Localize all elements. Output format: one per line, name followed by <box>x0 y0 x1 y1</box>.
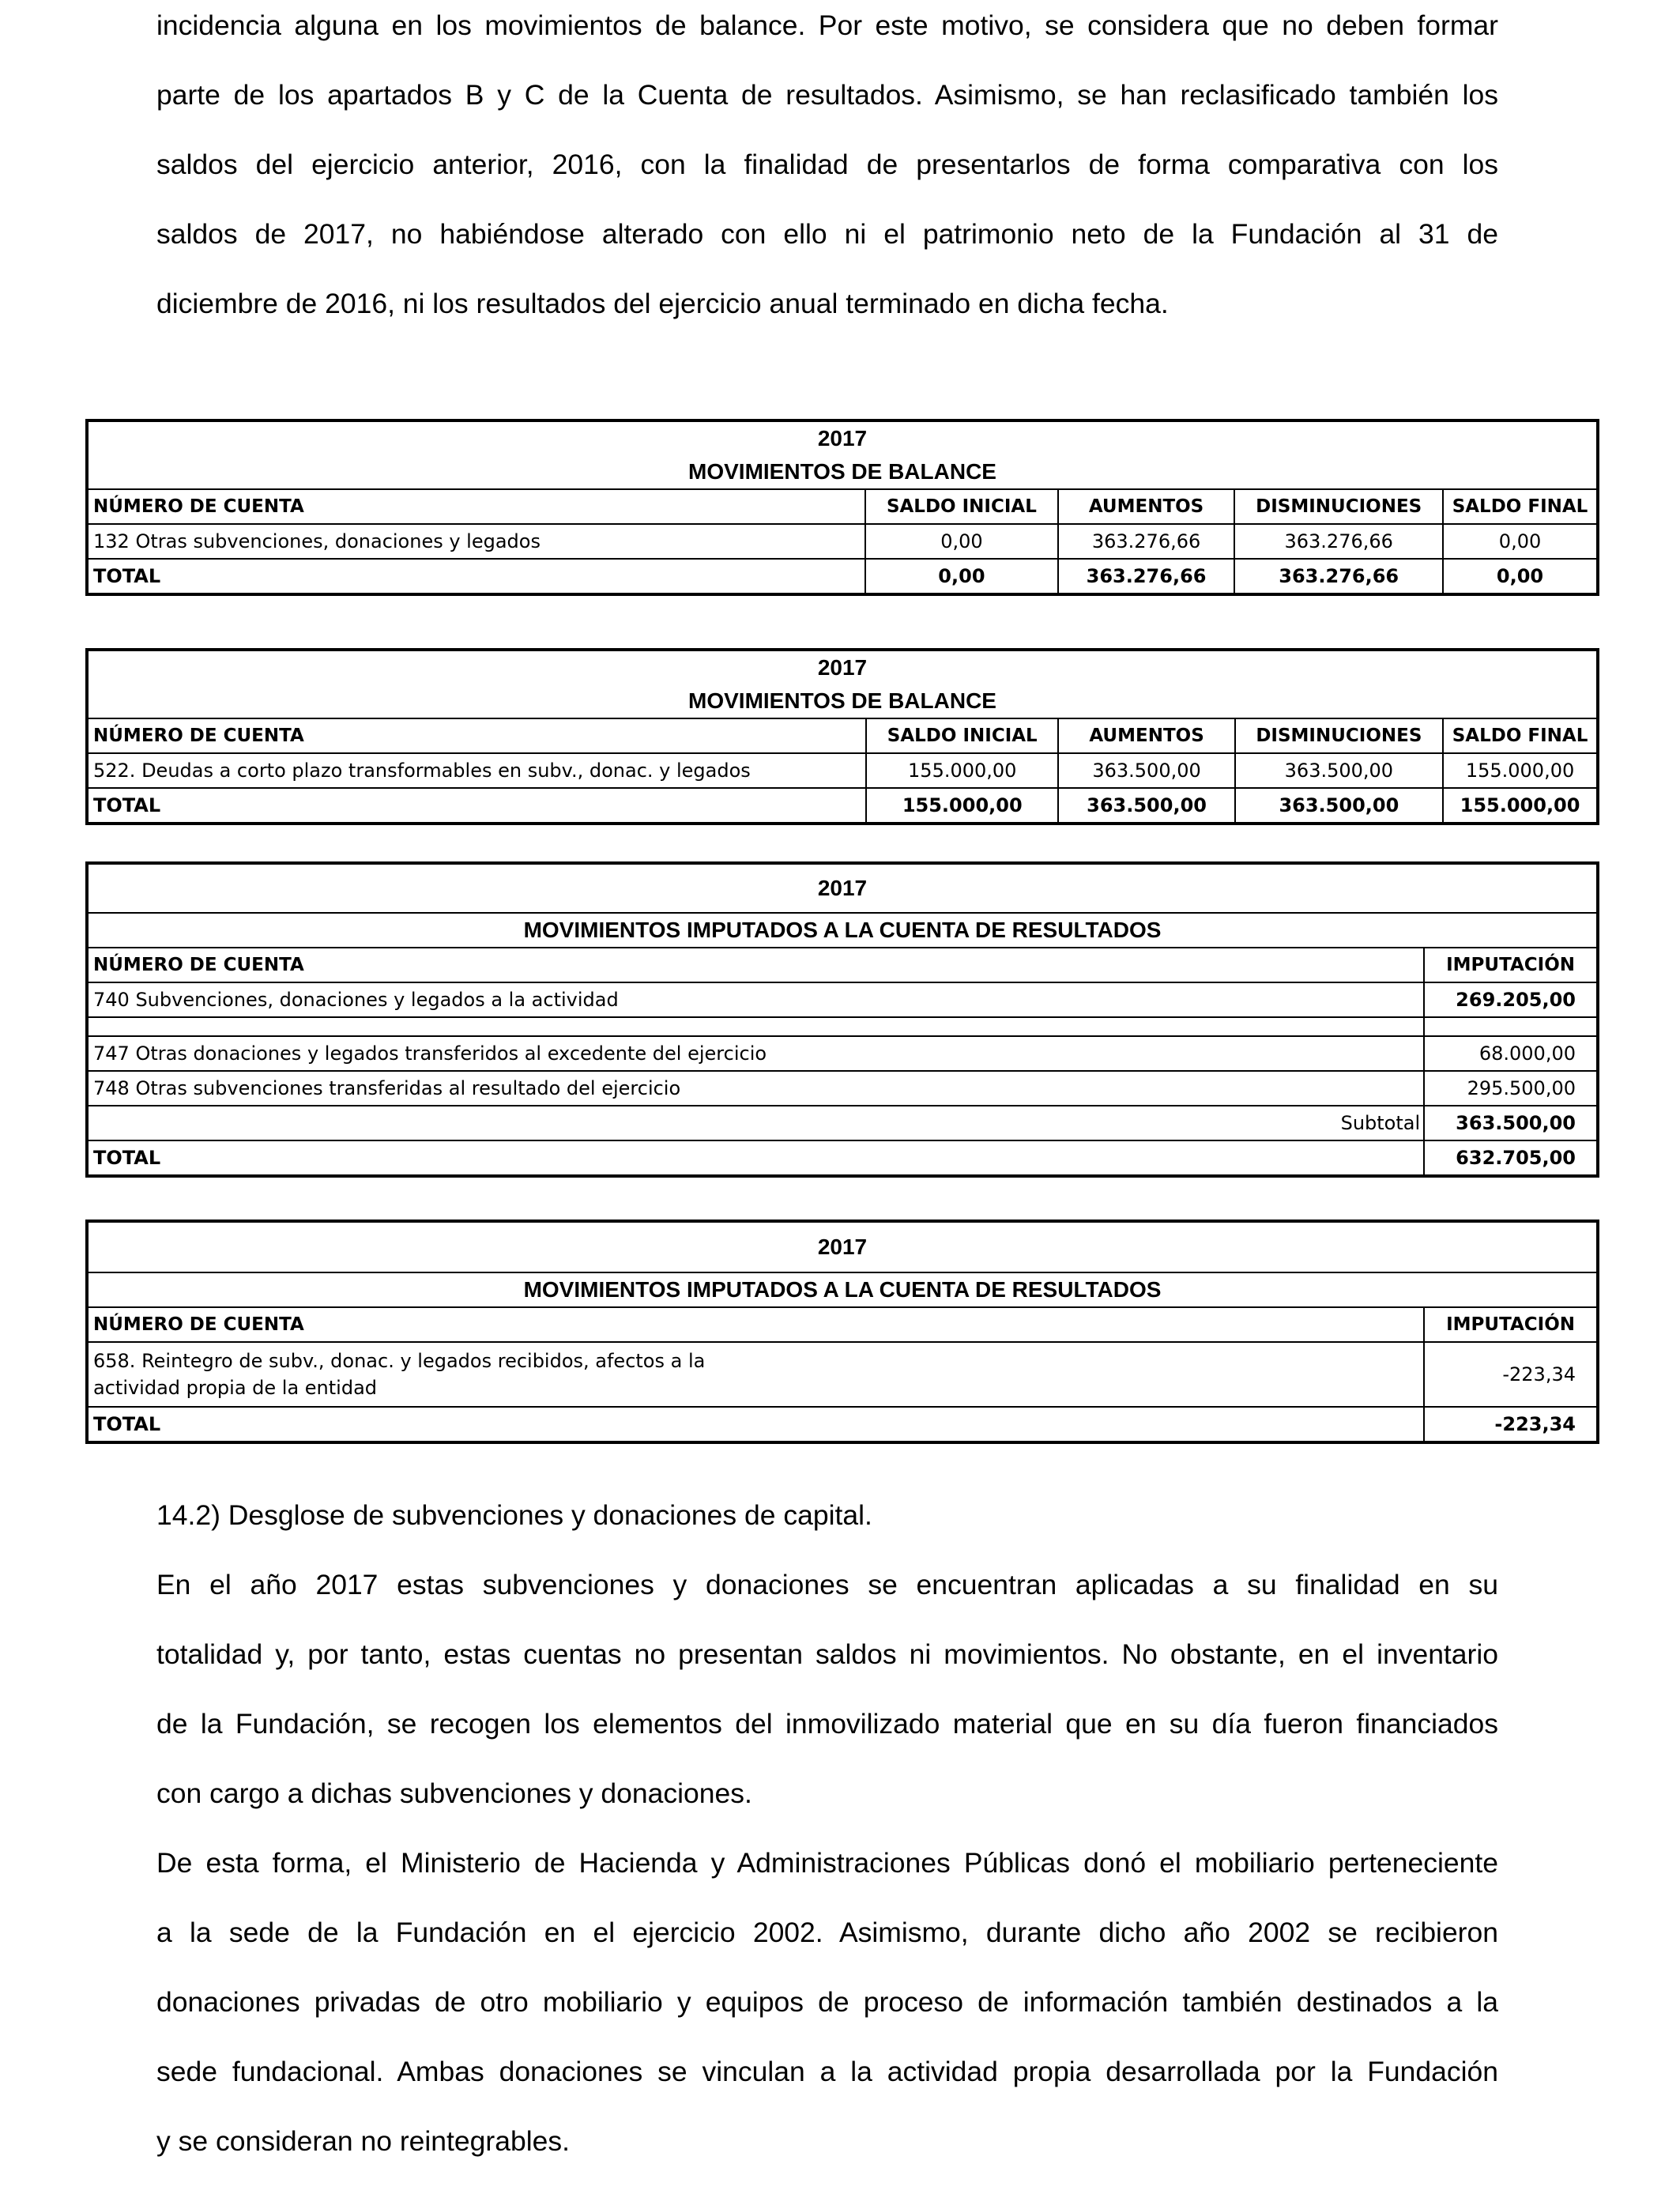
text-line: sede fundacional. Ambas donaciones se vinculan a la actividad propia desarrollada por la Fundación <box>156 2056 1498 2087</box>
text-line: En el año 2017 estas subvenciones y donaciones se encuentran aplicadas a su finalidad en su <box>156 1569 1498 1600</box>
table-row <box>87 524 1598 559</box>
cell-value: 155.000,00 <box>1443 753 1598 788</box>
column-header: NÚMERO DE CUENTA <box>87 489 865 524</box>
table-year: 2017 <box>87 1221 1598 1272</box>
cell-value: 363.276,66 <box>1234 524 1443 559</box>
total-row <box>87 788 1598 824</box>
total-value: 155.000,00 <box>1443 788 1598 824</box>
column-header: DISMINUCIONES <box>1234 489 1443 524</box>
table-row <box>87 1036 1598 1071</box>
column-header: IMPUTACIÓN <box>1424 1307 1598 1342</box>
cell-value: -223,34 <box>1424 1342 1598 1407</box>
account-name: 522. Deudas a corto plazo transformables en subv., donac. y legados <box>87 753 866 788</box>
total-value: 155.000,00 <box>866 788 1058 824</box>
column-header: IMPUTACIÓN <box>1424 948 1598 982</box>
column-header: DISMINUCIONES <box>1235 718 1443 753</box>
total-value: 632.705,00 <box>1424 1140 1598 1176</box>
account-name: 740 Subvenciones, donaciones y legados a la actividad <box>87 982 1424 1017</box>
table-row <box>87 1071 1598 1106</box>
results-imputations-table <box>85 861 1599 1178</box>
subtotal-row <box>87 1106 1598 1140</box>
table-subtitle: MOVIMIENTOS DE BALANCE <box>87 684 1598 718</box>
spacer-row <box>87 1017 1598 1036</box>
table-year: 2017 <box>87 420 1598 455</box>
total-value: 363.276,66 <box>1058 559 1235 594</box>
refund-imputations-table <box>85 1220 1599 1444</box>
total-row <box>87 559 1598 594</box>
table-subtitle: MOVIMIENTOS IMPUTADOS A LA CUENTA DE RESULTADOS <box>87 1272 1598 1307</box>
account-name: 132 Otras subvenciones, donaciones y legados <box>87 524 865 559</box>
column-header: NÚMERO DE CUENTA <box>87 1307 1424 1342</box>
text-line: a la sede de la Fundación en el ejercicio 2002. Asimismo, durante dicho año 2002 se recibieron <box>156 1917 1498 1948</box>
total-value: 363.500,00 <box>1235 788 1443 824</box>
column-header: SALDO FINAL <box>1443 489 1598 524</box>
cell-value: 68.000,00 <box>1424 1036 1598 1071</box>
text-line: totalidad y, por tanto, estas cuentas no presentan saldos ni movimientos. No obstante, en el inventario <box>156 1638 1498 1670</box>
total-label: TOTAL <box>87 1407 1424 1442</box>
total-value: 0,00 <box>865 559 1058 594</box>
text-line: con cargo a dichas subvenciones y donaciones. <box>156 1777 752 1809</box>
total-value: 363.500,00 <box>1058 788 1234 824</box>
account-name: 747 Otras donaciones y legados transferidos al excedente del ejercicio <box>87 1036 1424 1071</box>
column-header: NÚMERO DE CUENTA <box>87 718 866 753</box>
account-name <box>87 1342 1424 1407</box>
cell-value: 363.276,66 <box>1058 524 1235 559</box>
account-name-line: 658. Reintegro de subv., donac. y legados recibidos, afectos a la <box>93 1350 706 1372</box>
account-name: 748 Otras subvenciones transferidas al resultado del ejercicio <box>87 1071 1424 1106</box>
text-line: de la Fundación, se recogen los elementos del inmovilizado material que en su día fueron financiados <box>156 1708 1498 1740</box>
total-label: TOTAL <box>87 559 865 594</box>
total-row <box>87 1140 1598 1176</box>
table-subtitle: MOVIMIENTOS DE BALANCE <box>87 455 1598 489</box>
text-line: donaciones privadas de otro mobiliario y equipos de proceso de información también destinados a la <box>156 1986 1498 2018</box>
subtotal-value: 363.500,00 <box>1424 1106 1598 1140</box>
column-header: NÚMERO DE CUENTA <box>87 948 1424 982</box>
column-header: SALDO INICIAL <box>865 489 1058 524</box>
total-label: TOTAL <box>87 1140 1424 1176</box>
text-line: y se consideran no reintegrables. <box>156 2125 570 2157</box>
total-value: 363.276,66 <box>1234 559 1443 594</box>
cell-value: 295.500,00 <box>1424 1071 1598 1106</box>
cell-value: 155.000,00 <box>866 753 1058 788</box>
balance-movements-table-132 <box>85 419 1599 596</box>
table-row <box>87 982 1598 1017</box>
account-name-line: actividad propia de la entidad <box>93 1377 378 1399</box>
cell-value: 363.500,00 <box>1058 753 1234 788</box>
table-row <box>87 753 1598 788</box>
total-value: -223,34 <box>1424 1407 1598 1442</box>
column-header: AUMENTOS <box>1058 718 1234 753</box>
column-header: AUMENTOS <box>1058 489 1235 524</box>
cell-value: 0,00 <box>865 524 1058 559</box>
table-row <box>87 1342 1598 1407</box>
text-line: incidencia alguna en los movimientos de balance. Por este motivo, se considera que no deben formar <box>156 9 1498 41</box>
text-line: De esta forma, el Ministerio de Hacienda y Administraciones Públicas donó el mobiliario perteneciente <box>156 1847 1498 1879</box>
total-label: TOTAL <box>87 788 866 824</box>
section-heading: 14.2) Desglose de subvenciones y donaciones de capital. <box>156 1499 872 1531</box>
table-year: 2017 <box>87 650 1598 684</box>
column-header: SALDO INICIAL <box>866 718 1058 753</box>
text-line: saldos de 2017, no habiéndose alterado con ello ni el patrimonio neto de la Fundación al 31 de <box>156 218 1498 250</box>
text-line: parte de los apartados B y C de la Cuenta de resultados. Asimismo, se han reclasificado también los <box>156 79 1498 111</box>
cell-value: 269.205,00 <box>1424 982 1598 1017</box>
text-line: diciembre de 2016, ni los resultados del ejercicio anual terminado en dicha fecha. <box>156 288 1169 319</box>
table-year: 2017 <box>87 863 1598 913</box>
text-line: saldos del ejercicio anterior, 2016, con la finalidad de presentarlos de forma comparativa con los <box>156 149 1498 180</box>
column-header: SALDO FINAL <box>1443 718 1598 753</box>
subtotal-label: Subtotal <box>87 1106 1424 1140</box>
balance-movements-table-522 <box>85 648 1599 825</box>
cell-value: 0,00 <box>1443 524 1598 559</box>
cell-value: 363.500,00 <box>1235 753 1443 788</box>
table-subtitle: MOVIMIENTOS IMPUTADOS A LA CUENTA DE RESULTADOS <box>87 913 1598 948</box>
total-row <box>87 1407 1598 1442</box>
total-value: 0,00 <box>1443 559 1598 594</box>
